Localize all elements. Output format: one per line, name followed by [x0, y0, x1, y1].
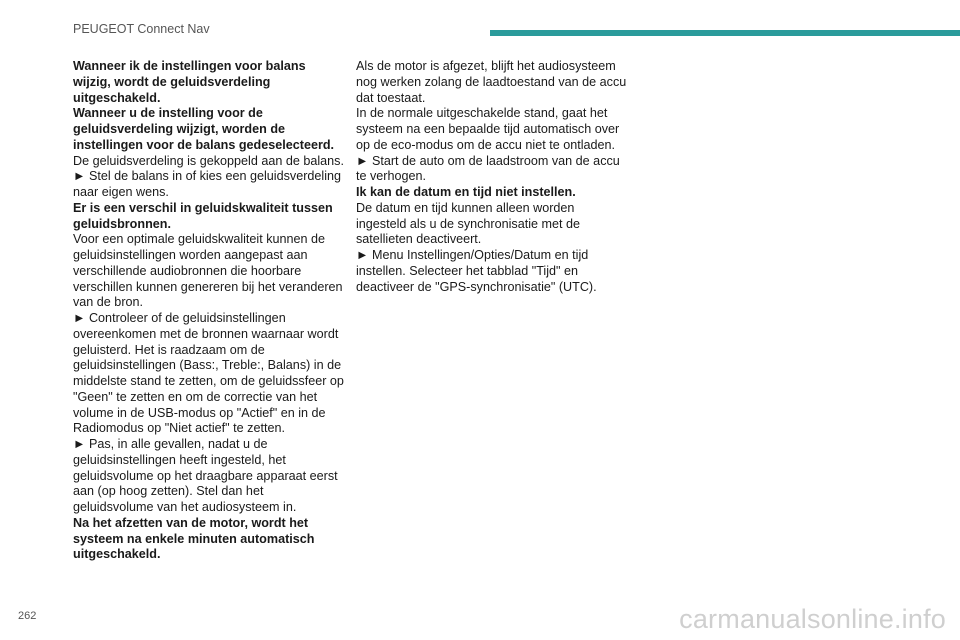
paragraph: ► Controleer of de geluidsinstellingen overeenkomen met de bronnen waarnaar wordt geluisterd. Het is raadzaam om de geluidsinstellingen (Bass:, Treble:, Balans) in de middelste stand te zetten, om de geluidssfeer op "Geen" te zetten en om de correctie van het volume in de USB-modus op "Actief" en in de Radiomodus op "Niet actief" te zetten.	[73, 311, 344, 436]
bold-paragraph: Na het afzetten van de motor, wordt het systeem na enkele minuten automatisch uitgeschakeld.	[73, 515, 315, 562]
paragraph: Als de motor is afgezet, blijft het audiosysteem nog werken zolang de laadtoestand van de accu dat toestaat.	[356, 59, 627, 105]
paragraph: ► Menu Instellingen/Opties/Datum en tijd instellen. Selecteer het tabblad "Tijd" en deactiveer de "GPS-synchronisatie" (UTC).	[356, 248, 597, 294]
bold-paragraph: Er is een verschil in geluidskwaliteit tussen geluidsbronnen.	[73, 200, 333, 231]
page-number: 262	[18, 610, 37, 622]
watermark: carmanualsonline.info	[679, 604, 946, 634]
paragraph: De datum en tijd kunnen alleen worden ingesteld als u de synchronisatie met de satellieten deactiveert.	[356, 200, 581, 247]
bold-paragraph: Wanneer u de instelling voor de geluidsverdeling wijzigt, worden de instellingen voor de balans gedeselecteerd.	[73, 106, 335, 152]
bold-paragraph: Ik kan de datum en tijd niet instellen.	[356, 185, 576, 199]
header-accent-bar	[490, 30, 960, 36]
left-column	[73, 59, 345, 563]
running-header: PEUGEOT Connect Nav	[73, 22, 210, 36]
bold-paragraph: Wanneer ik de instellingen voor balans wijzig, wordt de geluidsverdeling uitgeschakeld.	[73, 59, 306, 105]
paragraph: ► Pas, in alle gevallen, nadat u de geluidsinstellingen heeft ingesteld, het geluidsvolume op het draagbare apparaat eerst aan (op hoog zetten). Stel dan het geluidsvolume van het audiosysteem in.	[73, 437, 338, 514]
paragraph: ► Stel de balans in of kies een geluidsverdeling naar eigen wens.	[73, 169, 342, 199]
paragraph: In de normale uitgeschakelde stand, gaat het systeem na een bepaalde tijd automatisch over op de eco-modus om de accu niet te ontladen.	[356, 106, 620, 152]
paragraph: ► Start de auto om de laadstroom van de accu te verhogen.	[356, 153, 620, 184]
paragraph: Voor een optimale geluidskwaliteit kunnen de geluidsinstellingen worden aangepast aan verschillende audiobronnen die hoorbare verschillen kunnen genereren bij het veranderen van de bron.	[73, 232, 343, 310]
paragraph: De geluidsverdeling is gekoppeld aan de balans.	[73, 153, 344, 168]
right-column	[356, 59, 628, 295]
